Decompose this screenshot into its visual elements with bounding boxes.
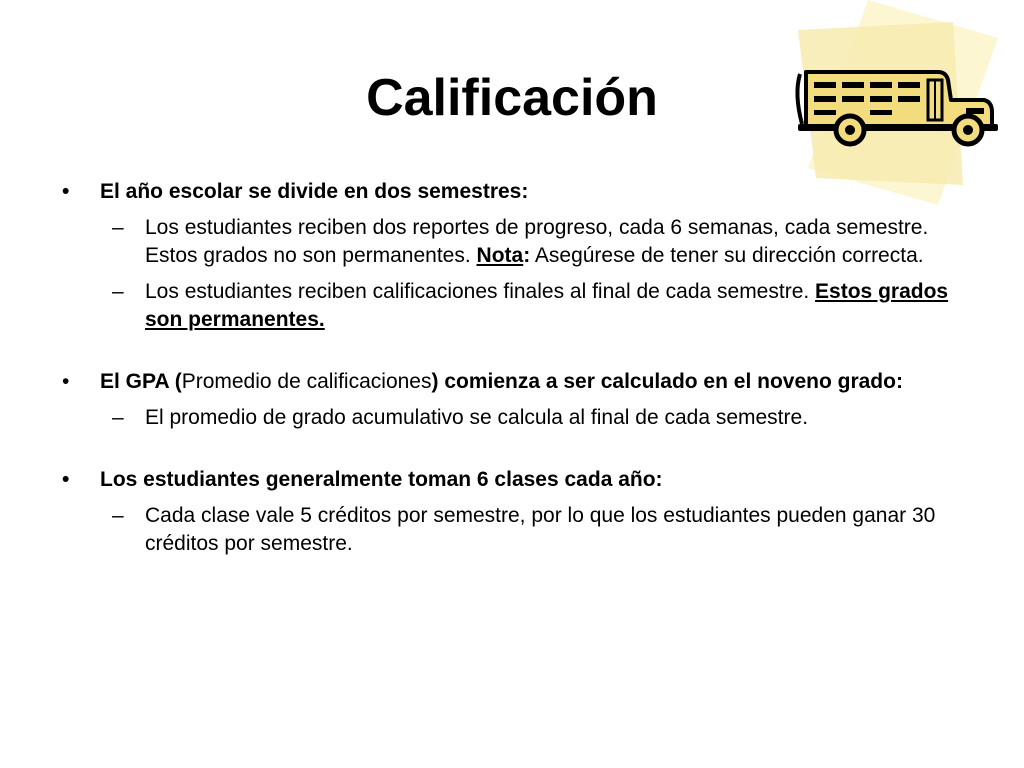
sub-bullet-text: Asegúrese de tener su dirección correcta. xyxy=(530,244,924,267)
sub-bullet-item xyxy=(62,502,962,558)
nota-colon: : xyxy=(523,244,531,267)
bullet-marker: • xyxy=(62,180,70,203)
slide-body xyxy=(62,178,962,558)
bullet-text-normal: Promedio de calificaciones xyxy=(181,370,432,393)
sub-bullet-item xyxy=(62,278,962,334)
bullet-text: Los estudiantes generalmente toman 6 clases cada año: xyxy=(100,468,663,491)
bullet-text: comienza a ser calculado en el noveno grado: xyxy=(438,370,903,393)
sub-bullet-text: Los estudiantes reciben calificaciones finales al final de cada semestre. xyxy=(145,280,816,303)
sub-bullet-text: El promedio de grado acumulativo se calcula al final de cada semestre. xyxy=(145,406,809,429)
bullet-marker: • xyxy=(62,468,70,491)
bullet-item xyxy=(62,178,962,206)
sub-bullet-marker: – xyxy=(112,504,124,527)
paren-open: ( xyxy=(168,370,182,393)
school-bus-icon xyxy=(788,0,998,205)
sub-bullet-text: Los estudiantes reciben dos reportes de progreso, cada 6 semanas, cada semestre. Estos grados no son permanentes. xyxy=(145,216,929,267)
sub-bullet-marker: – xyxy=(112,280,124,303)
bullet-marker: • xyxy=(62,370,70,393)
sub-bullet-item xyxy=(62,404,962,432)
sub-bullet-item xyxy=(62,214,962,270)
paren-close: ) xyxy=(431,370,439,393)
bullet-item xyxy=(62,466,962,494)
slide-title: Calificación xyxy=(366,69,658,127)
nota-label: Nota xyxy=(476,244,524,267)
bullet-text: El año escolar se divide en dos semestres: xyxy=(100,180,529,203)
bullet-text: El GPA xyxy=(100,370,169,393)
sub-bullet-marker: – xyxy=(112,406,124,429)
sub-bullet-marker: – xyxy=(112,216,124,239)
emphasis-text: Estos grados son permanentes. xyxy=(145,280,949,331)
bullet-item xyxy=(62,368,962,396)
sub-bullet-text: Cada clase vale 5 créditos por semestre, por lo que los estudiantes pueden ganar 30 créditos por semestre. xyxy=(145,504,936,555)
